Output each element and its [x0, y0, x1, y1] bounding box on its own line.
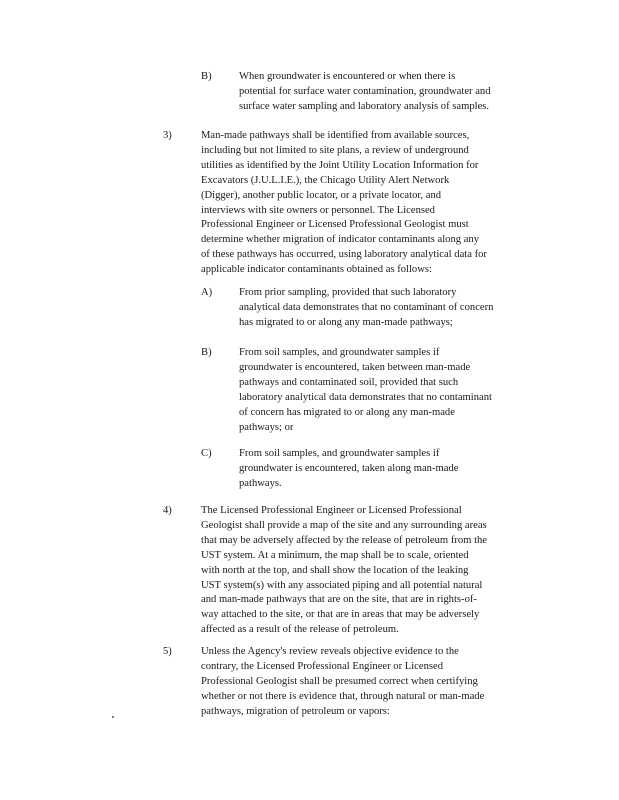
text-line: affected as a result of the release of petroleum.	[201, 624, 399, 636]
text-line: pathways.	[239, 477, 282, 489]
text-line: When groundwater is encountered or when there is	[239, 71, 456, 82]
item-label: B)	[201, 347, 212, 358]
text-line: (Digger), another public locator, or a private locator, and	[201, 189, 442, 201]
text-line: groundwater is encountered, taken along man-made	[239, 462, 459, 474]
text-line: Man-made pathways shall be identified from available sources,	[201, 130, 470, 141]
item-text	[239, 286, 539, 331]
text-line: pathways, migration of petroleum or vapors:	[201, 705, 390, 717]
text-line: Professional Engineer or Licensed Professional Geologist must	[201, 219, 469, 231]
text-line: and man-made pathways that are on the site, that are in rights-of-	[201, 594, 477, 606]
text-line: of these pathways has occurred, using laboratory analytical data for	[201, 249, 487, 261]
item-label: 3)	[163, 130, 172, 141]
item-label: 4)	[163, 505, 172, 516]
text-line: has migrated to or along any man-made pathways;	[239, 316, 453, 328]
item-text	[201, 504, 541, 638]
item-text	[239, 70, 539, 115]
text-line: contrary, the Licensed Professional Engineer or Licensed	[201, 660, 443, 672]
item-label: A)	[201, 287, 213, 298]
text-line: with north at the top, and shall show the location of the leaking	[201, 564, 469, 576]
text-line: whether or not there is evidence that, through natural or man-made	[201, 690, 485, 702]
text-line: of concern has migrated to or along any man-made	[239, 406, 455, 418]
text-line: Excavators (J.U.L.I.E.), the Chicago Utility Alert Network	[201, 174, 450, 186]
text-line: way attached to the site, or that are in areas that may be adversely	[201, 609, 480, 621]
text-line: Professional Geologist shall be presumed correct when certifying	[201, 675, 478, 687]
text-line: analytical data demonstrates that no contaminant of concern	[239, 301, 494, 313]
item-text	[201, 645, 541, 720]
text-line: pathways; or	[239, 421, 294, 433]
scan-speck	[112, 716, 114, 718]
item-text	[239, 447, 539, 492]
text-line: pathways and contaminated soil, provided that such	[239, 376, 459, 388]
text-line: surface water sampling and laboratory analysis of samples.	[239, 100, 490, 112]
text-line: utilities as identified by the Joint Utility Location Information for	[201, 159, 479, 171]
text-line: laboratory analytical data demonstrates that no contaminant	[239, 391, 492, 403]
item-label: B)	[201, 71, 212, 82]
text-line: applicable indicator contaminants obtained as follows:	[201, 264, 432, 276]
text-line: UST system. At a minimum, the map shall be to scale, oriented	[201, 549, 469, 561]
item-text	[201, 129, 541, 278]
text-line: that may be adversely affected by the release of petroleum from the	[201, 534, 488, 546]
text-line: UST system(s) with any associated piping and all potential natural	[201, 579, 483, 591]
text-line: Unless the Agency's review reveals objective evidence to the	[201, 646, 459, 657]
item-label: 5)	[163, 646, 172, 657]
text-line: From prior sampling, provided that such laboratory	[239, 287, 457, 298]
text-line: including but not limited to site plans, a review of underground	[201, 144, 469, 156]
text-line: potential for surface water contamination, groundwater and	[239, 85, 491, 97]
text-line: From soil samples, and groundwater samples if	[239, 347, 440, 358]
text-line: Geologist shall provide a map of the site and any surrounding areas	[201, 519, 487, 531]
item-label: C)	[201, 448, 212, 459]
item-text	[239, 346, 539, 435]
text-line: groundwater is encountered, taken between man-made	[239, 361, 471, 373]
text-line: interviews with site owners or personnel. The Licensed	[201, 204, 435, 216]
text-line: From soil samples, and groundwater samples if	[239, 448, 440, 459]
text-line: determine whether migration of indicator contaminants along any	[201, 234, 479, 246]
text-line: The Licensed Professional Engineer or Licensed Professional	[201, 505, 462, 516]
